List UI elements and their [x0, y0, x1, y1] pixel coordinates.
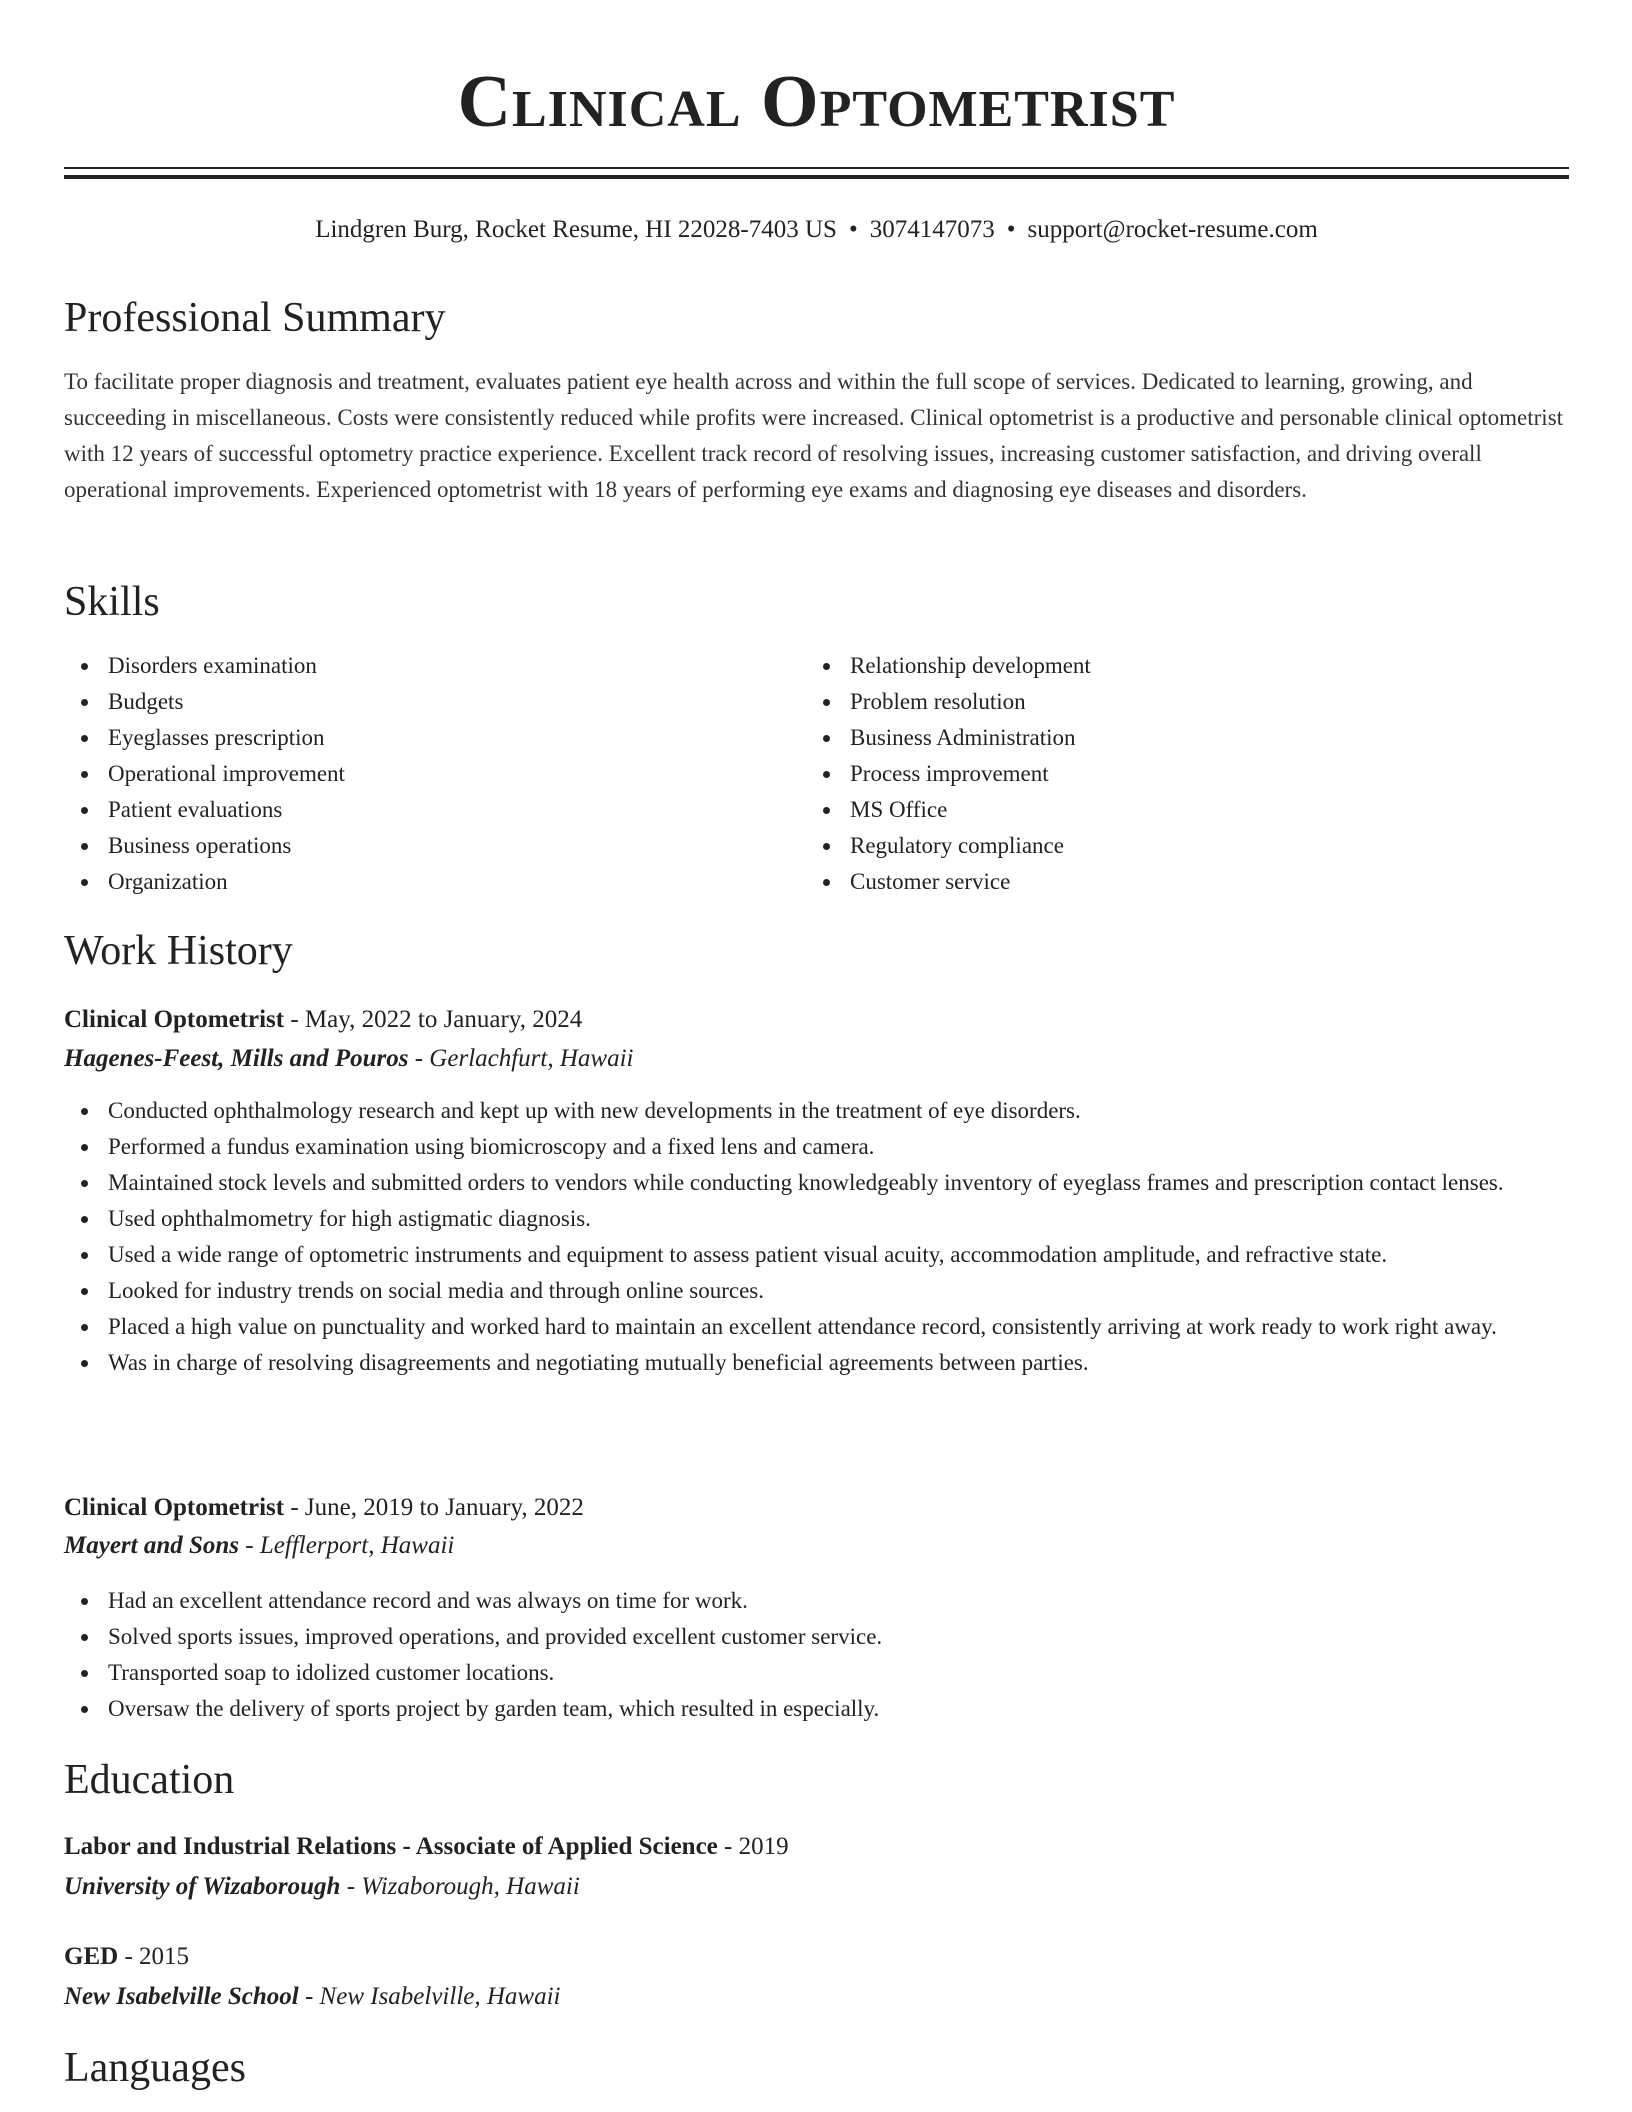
skill-item: Eyeglasses prescription [64, 720, 804, 756]
skill-item: Patient evaluations [64, 792, 804, 828]
resume-page [64, 0, 1569, 2091]
skill-item: Customer service [806, 864, 1546, 900]
contact-line [64, 214, 1569, 246]
job-duty-item: Used ophthalmometry for high astigmatic diagnosis. [64, 1201, 1569, 1237]
job-duty-item: Used a wide range of optometric instruments and equipment to assess patient visual acuity, accommodation amplitude, and refractive state. [64, 1237, 1569, 1273]
skill-item: Relationship development [806, 648, 1546, 684]
job-duty-item: Conducted ophthalmology research and kept up with new developments in the treatment of eye disorders. [64, 1093, 1569, 1129]
languages-heading: Languages [64, 2045, 246, 2091]
job-title-line [64, 1490, 584, 1526]
skill-item: Business operations [64, 828, 804, 864]
education-school-line [64, 1869, 580, 1905]
contact-email: support@rocket-resume.com [1027, 216, 1318, 243]
education-year: - 2015 [118, 1943, 190, 1970]
contact-address: Lindgren Burg, Rocket Resume, HI 22028-7403 US [315, 216, 837, 243]
job-duties-list [64, 1093, 1569, 1381]
job-duty-item: Performed a fundus examination using biomicroscopy and a fixed lens and camera. [64, 1129, 1569, 1165]
education-location: - Wizaborough, Hawaii [340, 1873, 580, 1900]
summary-text: To facilitate proper diagnosis and treatment, evaluates patient eye health across and within the full scope of services. Dedicated to learning, growing, and succeeding in miscellaneous. Costs were consistently reduced while profits were increased. Clinical optometrist is a productive and personable clinical optometrist with 12 years of successful optometry practice experience. Excellent track record of resolving issues, increasing customer satisfaction, and driving overall operational improvements. Experienced optometrist with 18 years of performing eye exams and diagnosing eye diseases and disorders. [64, 369, 1564, 502]
job-duty-item: Had an excellent attendance record and was always on time for work. [64, 1583, 1569, 1619]
skill-item: Process improvement [806, 756, 1546, 792]
skill-item: MS Office [806, 792, 1546, 828]
skill-item: Problem resolution [806, 684, 1546, 720]
skill-item: Business Administration [806, 720, 1546, 756]
job-title: Clinical Optometrist [64, 1494, 285, 1521]
job-dates: - June, 2019 to January, 2022 [284, 1494, 584, 1521]
job-duties-list [64, 1583, 1569, 1727]
job-duty-item: Oversaw the delivery of sports project by garden team, which resulted in especially. [64, 1691, 1569, 1727]
education-degree-line [64, 1829, 789, 1865]
skill-item: Regulatory compliance [806, 828, 1546, 864]
job-employer-line [64, 1528, 454, 1564]
job-duty-item: Placed a high value on punctuality and worked hard to maintain an excellent attendance record, consistently arriving at work ready to work right away. [64, 1309, 1569, 1345]
title-rule-thick [64, 175, 1569, 179]
job-duty-item: Looked for industry trends on social media and through online sources. [64, 1273, 1569, 1309]
education-location: - New Isabelville, Hawaii [298, 1983, 561, 2010]
education-year: - 2019 [717, 1833, 789, 1860]
education-degree-line [64, 1939, 189, 1975]
skills-column-right [806, 648, 1546, 900]
education-school: University of Wizaborough [64, 1873, 341, 1900]
contact-separator: • [1006, 216, 1016, 243]
education-degree: Labor and Industrial Relations - Associate of Applied Science [64, 1833, 718, 1860]
skill-item: Operational improvement [64, 756, 804, 792]
skill-item: Budgets [64, 684, 804, 720]
skills-column-left [64, 648, 804, 900]
job-company: Mayert and Sons [64, 1532, 240, 1559]
title-rule-thin [64, 167, 1569, 169]
work-history-heading: Work History [64, 928, 293, 974]
job-duty-item: Solved sports issues, improved operations, and provided excellent customer service. [64, 1619, 1569, 1655]
job-employer-line [64, 1041, 633, 1077]
job-dates: - May, 2022 to January, 2024 [284, 1006, 583, 1033]
job-location: - Gerlachfurt, Hawaii [408, 1045, 634, 1072]
skill-item: Disorders examination [64, 648, 804, 684]
education-school: New Isabelville School [64, 1983, 299, 2010]
job-duty-item: Transported soap to idolized customer locations. [64, 1655, 1569, 1691]
skill-item: Organization [64, 864, 804, 900]
job-title-line [64, 1002, 582, 1038]
job-title: Clinical Optometrist [64, 1006, 285, 1033]
contact-separator: • [848, 216, 858, 243]
resume-title: Clinical Optometrist [457, 61, 1176, 143]
job-duty-item: Maintained stock levels and submitted orders to vendors while conducting knowledgeably inventory of eyeglass frames and prescription contact lenses. [64, 1165, 1569, 1201]
job-location: - Lefflerport, Hawaii [239, 1532, 455, 1559]
summary-heading: Professional Summary [64, 295, 446, 341]
skills-heading: Skills [64, 579, 160, 625]
job-duty-item: Was in charge of resolving disagreements and negotiating mutually beneficial agreements between parties. [64, 1345, 1569, 1381]
education-school-line [64, 1979, 561, 2015]
education-heading: Education [64, 1757, 235, 1803]
contact-phone: 3074147073 [869, 216, 995, 243]
job-company: Hagenes-Feest, Mills and Pouros [64, 1045, 409, 1072]
education-degree: GED [64, 1943, 119, 1970]
